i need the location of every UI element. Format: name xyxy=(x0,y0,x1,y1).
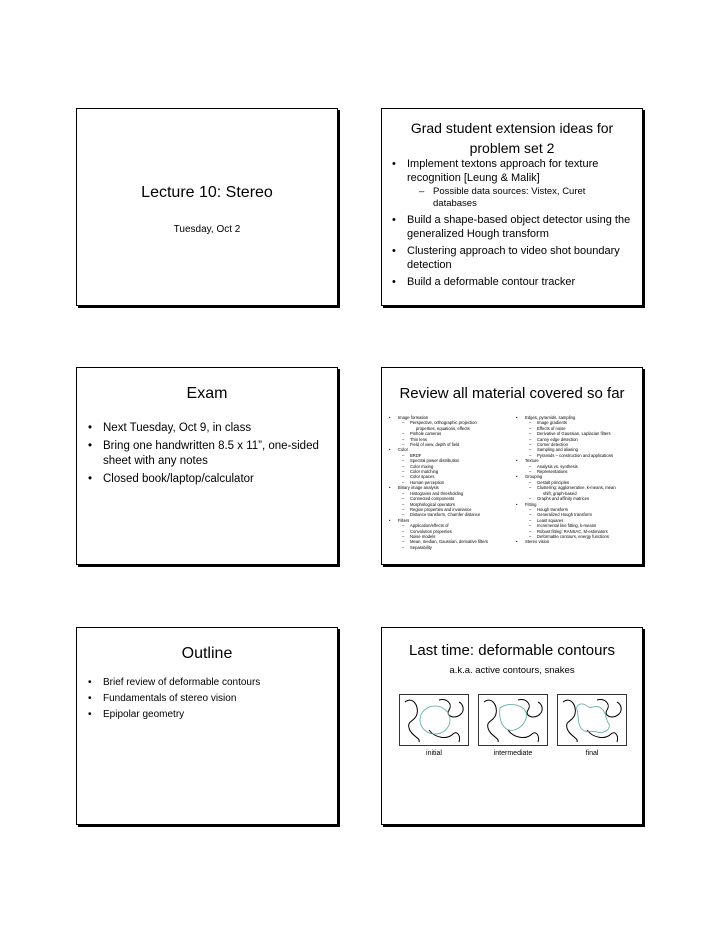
lecture-date: Tuesday, Oct 2 xyxy=(173,224,241,235)
review-item: shift, graph-based xyxy=(543,490,577,496)
review-item: – Corner detection xyxy=(515,442,641,447)
outline-title: Outline xyxy=(181,645,233,662)
review-item: • Binary image analysis xyxy=(388,485,512,490)
review-item: – Color spaces xyxy=(388,474,512,479)
review-item: – Region properties and invariance xyxy=(388,507,512,512)
slide-1 xyxy=(76,108,338,306)
slide-4 xyxy=(381,367,643,565)
review-item: – Hough transform xyxy=(515,507,641,512)
review-item: – Effects of noise xyxy=(515,426,641,431)
caption-initial: initial xyxy=(426,750,442,757)
review-item: – Canny edge detection xyxy=(515,437,641,442)
outline-item-contours: • Brief review of deformable contours xyxy=(87,676,327,689)
slide-6 xyxy=(381,627,643,825)
review-item: – Connected components xyxy=(388,496,512,501)
review-item: – Least squares xyxy=(515,518,641,523)
review-item: – Application/effects of xyxy=(388,523,512,528)
exam-bullet-date: • Next Tuesday, Oct 9, in class xyxy=(87,421,327,436)
review-item: – Derivative of Gaussian, Laplacian filters xyxy=(515,431,641,436)
slide-2-title xyxy=(382,118,642,158)
review-item: – Pyramids – construction and applications xyxy=(515,453,641,458)
slide-2-title-line-2: problem set 2 xyxy=(469,140,555,156)
review-item: – Graphs and affinity matrices xyxy=(515,496,641,501)
review-item: – Analysis vs. synthesis xyxy=(515,464,641,469)
review-item: • Edges, pyramids, sampling xyxy=(515,415,641,420)
review-item: – Sampling and aliasing xyxy=(515,447,641,452)
exam-bullets xyxy=(87,421,327,487)
review-item: – Field of view, depth of field xyxy=(388,442,512,447)
review-item: • Filters xyxy=(388,518,512,523)
outline-bullets xyxy=(87,676,327,721)
review-item: – Separability xyxy=(388,545,512,550)
review-item: – Representations xyxy=(515,469,641,474)
slide-3 xyxy=(76,367,338,565)
review-item: – Pinhole cameras xyxy=(388,431,512,436)
review-item: • Grouping xyxy=(515,474,641,479)
bullet-contour-tracker: • Build a deformable contour tracker xyxy=(391,275,631,289)
review-item: – Convolution properties xyxy=(388,529,512,534)
contour-image-intermediate xyxy=(478,694,548,746)
review-item: – Color mixing xyxy=(388,464,512,469)
bullet-textons xyxy=(391,157,631,210)
review-title: Review all material covered so far xyxy=(399,385,625,402)
outline-item-stereo: • Fundamentals of stereo vision xyxy=(87,692,327,705)
contour-image-initial xyxy=(399,694,469,746)
contours-subtitle: a.k.a. active contours, snakes xyxy=(449,665,575,676)
sub-bullet-data-sources: – Possible data sources: Vistex, Curet databases xyxy=(419,186,631,210)
review-item: • Texture xyxy=(515,458,641,463)
review-item: – Perspective, orthographic projection xyxy=(388,420,512,425)
caption-final: final xyxy=(585,750,599,757)
review-item: – Color matching xyxy=(388,469,512,474)
bullet-textons-text: Implement textons approach for texture recognition [Leung & Malik] xyxy=(407,158,599,184)
review-left-column xyxy=(388,415,512,550)
caption-intermediate: intermediate xyxy=(493,750,533,757)
review-item: – Clustering: agglomerative, k-means, mean xyxy=(515,485,641,490)
slide-5 xyxy=(76,627,338,825)
review-item: – Image gradients xyxy=(515,420,641,425)
exam-bullet-closed-book: • Closed book/laptop/calculator xyxy=(87,472,327,487)
review-item: – Morphological operators xyxy=(388,502,512,507)
review-item: • Fitting xyxy=(515,502,641,507)
review-item: – Distance transform, Chamfer distance xyxy=(388,512,512,517)
review-item: • Image formation xyxy=(388,415,512,420)
bullet-clustering: • Clustering approach to video shot boundary detection xyxy=(391,244,631,272)
review-item: – Human perception xyxy=(388,480,512,485)
review-item: – Noise models xyxy=(388,534,512,539)
review-item: – Incremental line fitting, k-means xyxy=(515,523,641,528)
slide-2 xyxy=(381,108,643,306)
exam-bullet-notes: • Bring one handwritten 8.5 x 11”, one-sided sheet with any notes xyxy=(87,439,327,469)
review-item: – Histograms and thresholding xyxy=(388,491,512,496)
review-item: • Stereo vision xyxy=(515,539,641,544)
review-item: • Color xyxy=(388,447,512,452)
review-item: – Generalized Hough transform xyxy=(515,512,641,517)
outline-item-epipolar: • Epipolar geometry xyxy=(87,708,327,721)
slide-2-title-line-1: Grad student extension ideas for xyxy=(410,120,614,136)
review-item: – Robust fitting: RANSAC, M-estimators xyxy=(515,529,641,534)
contour-image-final xyxy=(557,694,627,746)
review-right-column xyxy=(515,415,641,545)
review-item: – BRDF xyxy=(388,453,512,458)
review-item: – Deformable contours, energy functions xyxy=(515,534,641,539)
exam-title: Exam xyxy=(186,385,228,402)
review-item: – Thin lens xyxy=(388,437,512,442)
slide-2-bullets xyxy=(391,157,631,289)
contours-title: Last time: deformable contours xyxy=(409,642,615,659)
review-item: – Mean, median, Gaussian, derivative filters xyxy=(388,539,512,544)
review-item: properties, equations, effects xyxy=(416,425,470,431)
review-item: – Gestalt principles xyxy=(515,480,641,485)
review-item: – Spectral power distribution xyxy=(388,458,512,463)
bullet-hough-detector: • Build a shape-based object detector using the generalized Hough transform xyxy=(391,213,631,241)
lecture-title: Lecture 10: Stereo xyxy=(141,184,273,201)
